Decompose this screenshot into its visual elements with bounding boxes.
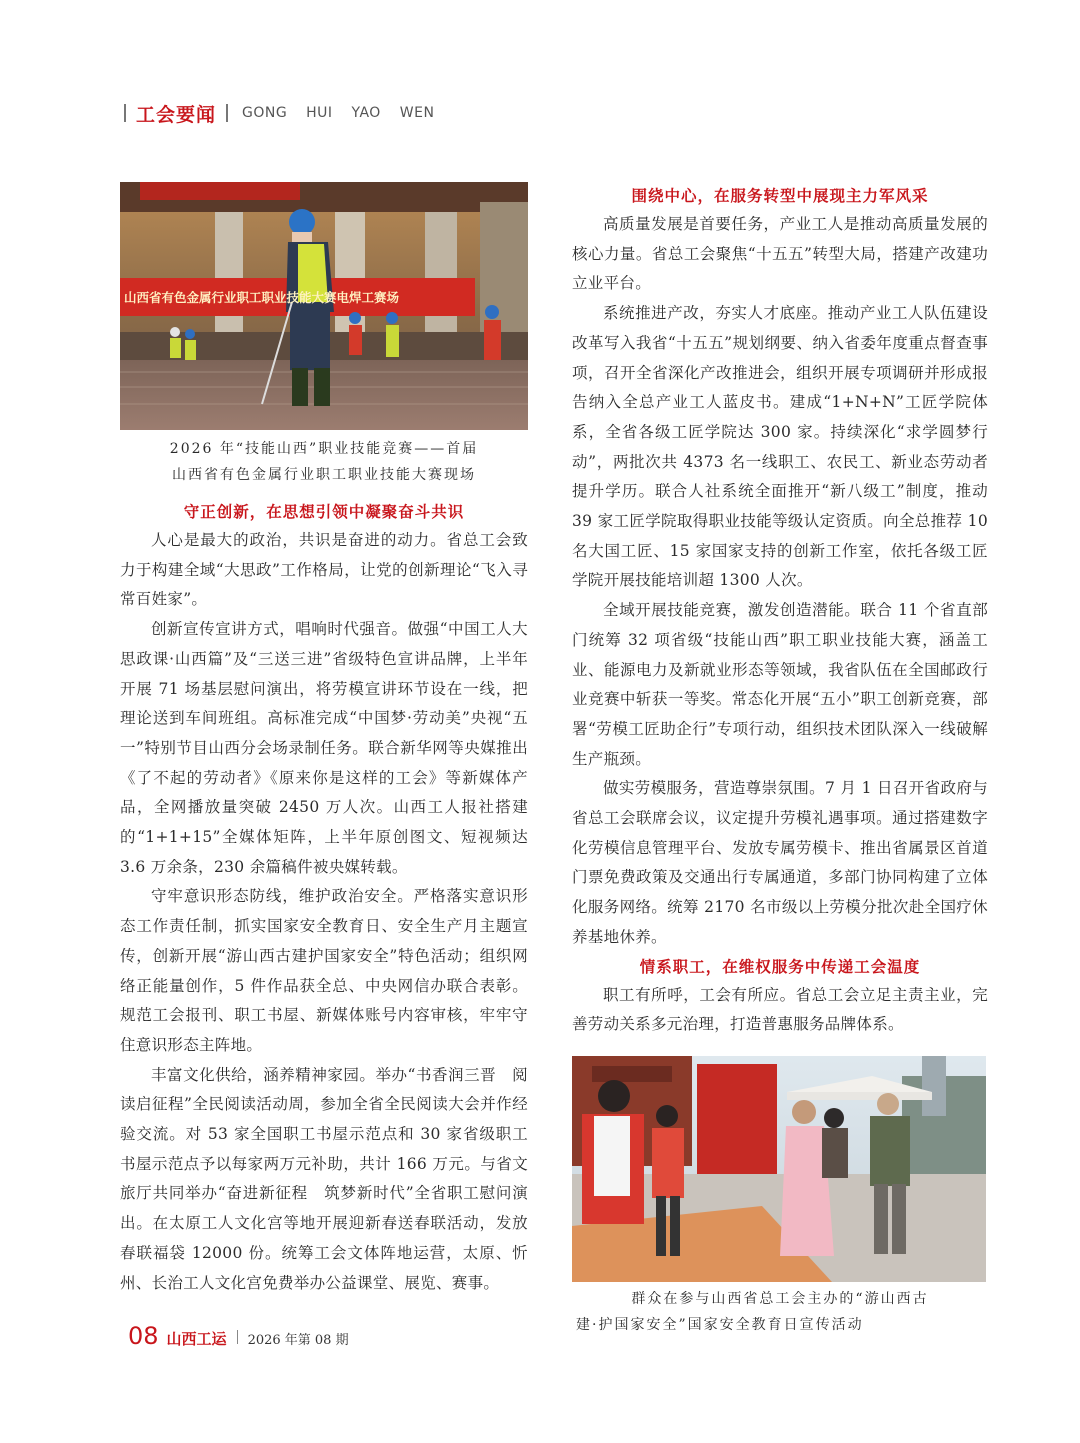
- body-paragraph: 职工有所呼，工会有所应。省总工会立足主责主业，完善劳动关系多元治理，打造普惠服务品牌体系。: [572, 985, 988, 1034]
- page-footer: [128, 1322, 349, 1350]
- competition-photo: [120, 182, 528, 430]
- body-paragraph: 做实劳模服务，营造尊崇氛围。7 月 1 日召开省政府与省总工会联席会议，议定提升劳模礼遇事项。通过搭建数字化劳模信息管理平台、发放专属劳模卡、推出省属景区首道门票免费政策及交通出行专属通道，多部门协同构建了立体化服务网络。统筹 2170 名市级以上劳模分批次赴全国疗休养基地休养。: [572, 779, 988, 946]
- page-header: [124, 100, 434, 126]
- section-title-cn: 工会要闻: [136, 103, 217, 126]
- right-column: [572, 182, 988, 1338]
- header-divider: [226, 104, 228, 122]
- caption-line: 群众在参与山西省总工会主办的“游山西古: [631, 1290, 929, 1307]
- body-paragraph: 丰富文化供给，涵养精神家园。举办“书香润三晋 阅读启征程”全民阅读活动周，参加全省全民阅读大会并作经验交流。对 53 家全国职工书屋示范点和 30 家省级职工书屋示范点予以每家两万元补助，共计 166 万元。与省文旅厅共同举办“奋进新征程 筑梦新时代”全省职工慰问演出。在太原工人文化宫等地开展迎新春送春联活动，发放春联福袋 12000 份。统筹工会文体阵地运营，太原、忻州、长治工人文化宫免费举办公益课堂、展览、赛事。: [120, 1065, 528, 1292]
- left-column: [120, 182, 528, 1298]
- body-paragraph: 高质量发展是首要任务，产业工人是推动高质量发展的核心力量。省总工会聚焦“十五五”转型大局，搭建产改建功立业平台。: [572, 215, 988, 293]
- caption-line: 建·护国家安全”国家安全教育日宣传活动: [576, 1316, 864, 1333]
- section-heading: 围绕中心，在服务转型中展现主力军风采: [631, 187, 929, 205]
- body-paragraph: 系统推进产改，夯实人才底座。推动产业工人队伍建设改革写入我省“十五五”规划纲要、纳入省委年度重点督查事项，召开全省深化产改推进会，组织开展专项调研并形成报告纳入全总产业工人蓝皮书。建成“1+N+N”工匠学院体系，全省各级工匠学院达 300 家。持续深化“求学圆梦行动”，两批次共 4373 名一线职工、农民工、新业态劳动者提升学历。联合人社系统全面推开“新八级工”制度，推动 39 家工匠学院取得职业技能等级认定资质。向全总推荐 10 名大国工匠、15 家国家支持的创新工作室，依托各级工匠学院开展技能培训超 1300 人次。: [572, 304, 988, 590]
- magazine-name: 山西工运: [166, 1330, 227, 1348]
- photo-caption: [120, 436, 528, 488]
- section-title-en: GONG HUI YAO WEN: [242, 105, 435, 121]
- section-heading: 守正创新，在思想引领中凝聚奋斗共识: [183, 503, 465, 521]
- issue-label: 2026 年第 08 期: [247, 1333, 349, 1348]
- photo-caption: [572, 1286, 988, 1338]
- welding-competition-image: [120, 182, 528, 430]
- header-divider: [124, 104, 126, 122]
- page-number: 08: [128, 1322, 159, 1350]
- body-paragraph: 守牢意识形态防线，维护政治安全。严格落实意识形态工作责任制，抓实国家安全教育日、安全生产月主题宣传，创新开展“游山西古建护国家安全”特色活动；组织网络正能量创作，5 件作品获全总、中央网信办联合表彰。规范工会报刊、职工书屋、新媒体账号内容审核，牢牢守住意识形态主阵地。: [120, 887, 528, 1054]
- body-paragraph: 人心是最大的政治，共识是奋进的动力。省总工会致力于构建全域“大思政”工作格局，让党的创新理论“飞入寻常百姓家”。: [120, 531, 528, 609]
- body-paragraph: 创新宣传宣讲方式，唱响时代强音。做强“中国工人大思政课·山西篇”及“三送三进”省级特色宣讲品牌，上半年开展 71 场基层慰问演出，将劳模宣讲环节设在一线，把理论送到车间班组。高标准完成“中国梦·劳动美”央视“五一”特别节目山西分会场录制任务。联合新华网等央媒推出《了不起的劳动者》《原来你是这样的工会》等新媒体产品，全网播放量突破 2450 万人次。山西工人报社搭建的“1+1+15”全媒体矩阵，上半年原创图文、短视频达 3.6 万余条，230 余篇稿件被央媒转载。: [120, 620, 528, 876]
- security-day-photo: [572, 1056, 986, 1282]
- caption-line: 2026 年“技能山西”职业技能竞赛——首届: [169, 441, 479, 457]
- body-paragraph: 全域开展技能竞赛，激发创造潜能。联合 11 个省直部门统筹 32 项省级“技能山西”职工职业技能大赛，涵盖工业、能源电力及新就业形态等领域，我省队伍在全国邮政行业竞赛中斩获一等奖。常态化开展“五小”职工创新竞赛，部署“劳模工匠助企行”专项行动，组织技术团队深入一线破解生产瓶颈。: [572, 601, 988, 768]
- caption-line: 山西省有色金属行业职工职业技能大赛现场: [172, 467, 476, 483]
- footer-divider: [237, 1330, 238, 1344]
- photo-banner-text: 山西省有色金属行业职工职业技能大赛电焊工赛场: [124, 290, 400, 305]
- outdoor-event-image: [572, 1056, 986, 1282]
- section-heading: 情系职工，在维权服务中传递工会温度: [639, 957, 921, 976]
